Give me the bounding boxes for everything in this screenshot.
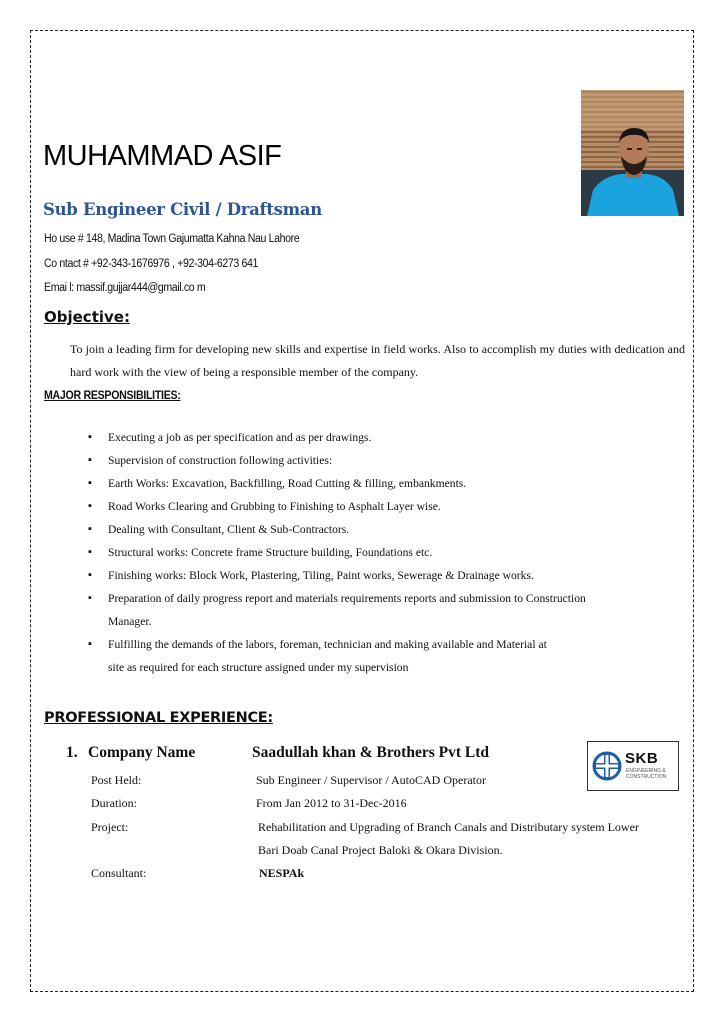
list-item: ▪ Earth Works: Excavation, Backfilling, Road Cutting & filling, embankments.: [88, 472, 688, 495]
company-logo: [587, 741, 679, 791]
project-label: Project:: [91, 820, 129, 834]
email-line: Emai l: massif.gujjar444@gmail.co m: [44, 282, 206, 294]
job-title: Sub Engineer Civil / Draftsman: [43, 200, 322, 219]
company-number: 1.: [66, 744, 78, 761]
responsibilities-heading: MAJOR RESPONSIBILITIES:: [44, 390, 181, 402]
list-item: ▪ Dealing with Consultant, Client & Sub-Contractors.: [88, 518, 688, 541]
person-photo-icon: [581, 90, 684, 216]
objective-heading: Objective:: [44, 308, 130, 326]
duration-label: Duration:: [91, 796, 137, 810]
duration-value: From Jan 2012 to 31-Dec-2016: [256, 796, 407, 810]
objective-text: To join a leading firm for developing new skills and expertise in field works. Also to accomplish my duties with dedication and hard work with the view of being a responsible member of the company.: [70, 342, 685, 379]
experience-heading: PROFESSIONAL EXPERIENCE:: [44, 710, 273, 726]
company-label: Company Name: [88, 744, 196, 761]
project-value: Rehabilitation and Upgrading of Branch Canals and Distributary system Lower: [258, 820, 639, 834]
post-held-label: Post Held:: [91, 773, 142, 787]
company-name: Saadullah khan & Brothers Pvt Ltd: [252, 744, 490, 761]
profile-photo: [581, 90, 684, 216]
list-item: ▪ Supervision of construction following activities:: [88, 449, 688, 472]
consultant-label: Consultant:: [91, 866, 147, 880]
address-line: Ho use # 148, Madina Town Gajumatta Kahna Nau Lahore: [44, 233, 300, 245]
list-item: ▪ Preparation of daily progress report and materials requirements reports and submission to Construction Manager.: [88, 587, 588, 633]
contact-line: Co ntact # +92-343-1676976 , +92-304-6273 641: [44, 258, 259, 270]
project-value-cont: Bari Doab Canal Project Baloki & Okara Division.: [258, 843, 503, 857]
post-held-value: Sub Engineer / Supervisor / AutoCAD Operator: [256, 773, 486, 787]
list-item: ▪ Finishing works: Block Work, Plastering, Tiling, Paint works, Sewerage & Drainage works.: [88, 564, 688, 587]
candidate-name: MUHAMMAD ASIF: [43, 140, 282, 172]
consultant-value: NESPAk: [259, 866, 305, 880]
logo-line1: ENGINEERING &: [626, 768, 666, 774]
list-item: ▪ Structural works: Concrete frame Structure building, Foundations etc.: [88, 541, 688, 564]
list-item: ▪ Executing a job as per specification and as per drawings.: [88, 426, 688, 449]
logo-line2: CONSTRUCTION: [626, 774, 667, 780]
list-item: ▪ Fulfilling the demands of the labors, foreman, technician and making available and Material at site as required for each structure assigned under my supervision: [88, 633, 548, 679]
logo-abbr: SKB: [625, 750, 659, 767]
list-item: ▪ Road Works Clearing and Grubbing to Finishing to Asphalt Layer wise.: [88, 495, 688, 518]
responsibilities-list: [88, 426, 688, 679]
